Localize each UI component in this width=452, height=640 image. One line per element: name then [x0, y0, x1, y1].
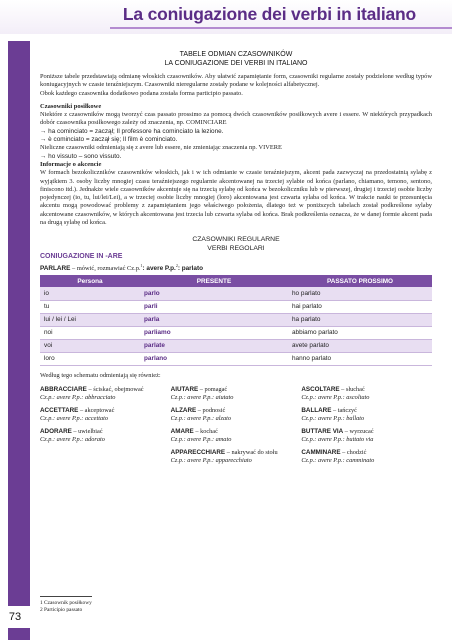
cell-passato: abbiamo parlato	[288, 326, 432, 339]
verb-columns	[40, 386, 432, 470]
cell-persona: tu	[40, 300, 140, 313]
cell-presente: parla	[140, 313, 288, 326]
verb-entry	[301, 386, 432, 402]
parlare-pp: : parlato	[177, 265, 204, 273]
parlare-meaning: – mówić, rozmawiać Cz.p.	[70, 265, 141, 273]
scheme-note: Według tego schematu odmieniają się również:	[40, 371, 161, 379]
parlare-aux: : avere P.p.	[142, 265, 176, 273]
footnotes	[40, 596, 140, 614]
verb-forms: Cz.p.: avere P.p.: buttato via	[301, 436, 374, 444]
table-row	[40, 339, 432, 352]
table-header-persona: Persona	[40, 275, 140, 287]
aux-paragraph: Niektóre z czasowników mogą tworzyć czas passato prossimo za pomocą dwóch czasowników posiłkowych avere i essere. W niektórych przypadkach dobór czasownika posiłkowego zależy od znaczenia, np. COMINCIARE	[40, 111, 432, 127]
verb-name: ACCETTARE	[40, 407, 79, 415]
footnote-2: 2 Participio passato	[40, 607, 83, 613]
table-header-passato: PASSATO PROSSIMO	[288, 275, 432, 287]
intro-paragraph-2: Obok każdego czasownika dodatkowo podana została forma participio passato.	[40, 89, 243, 97]
verb-meaning: – uwielbiać	[71, 428, 103, 436]
conjugation-table	[40, 275, 432, 366]
verb-meaning: – chodzić	[340, 449, 367, 457]
cell-persona: io	[40, 287, 140, 300]
parlare-line	[40, 263, 432, 272]
cell-passato: ho parlato	[288, 287, 432, 300]
verb-entry	[40, 386, 171, 402]
verb-forms: Cz.p.: avere P.p.: adorato	[40, 436, 105, 444]
verb-meaning: – podnosić	[196, 407, 226, 415]
verb-meaning: – akceptować	[78, 407, 115, 415]
table-header-presente: PRESENTE	[140, 275, 288, 287]
verb-name: BUTTARE VIA	[301, 428, 344, 436]
verb-entry	[301, 428, 432, 444]
table-row	[40, 326, 432, 339]
cell-persona: voi	[40, 339, 140, 352]
intro-paragraph-1: Poniższe tabele przedstawiają odmianę włoskich czasowników. Aby ułatwić zapamiętanie form, czasowniki regularne zostały podzielone według typów koniugacyjnych w czasie teraźniejszym. Czasowniki nieregularne zostały podane w kolejności alfabetycznej.	[40, 73, 432, 89]
verb-name: APPARECCHIARE	[170, 449, 226, 457]
cell-passato: hanno parlato	[288, 352, 432, 365]
cell-persona: loro	[40, 352, 140, 365]
verb-meaning: – tańczyć	[331, 407, 357, 415]
verb-meaning: – słuchać	[339, 386, 365, 394]
footnote-rule	[40, 596, 92, 597]
footnote-1: 1 Czasownik posiłkowy	[40, 600, 92, 606]
regular-title-italian: VERBI REGOLARI	[207, 244, 265, 252]
verb-name: AMARE	[170, 428, 194, 436]
aux-paragraph-2: Nieliczne czasowniki odmieniają się z avere lub essere, nie zmieniając znaczenia np. VIVERE	[40, 144, 282, 152]
cell-presente: parlate	[140, 339, 288, 352]
table-row	[40, 313, 432, 326]
left-purple-margin	[8, 41, 30, 640]
table-row	[40, 300, 432, 313]
verb-entry	[171, 407, 302, 423]
cell-presente: parliamo	[140, 326, 288, 339]
verb-name: ALZARE	[170, 407, 197, 415]
cell-presente: parli	[140, 300, 288, 313]
verb-name: CAMMINARE	[301, 449, 341, 457]
verb-entry	[301, 449, 432, 465]
footnote-ref-1: 1	[140, 263, 143, 269]
verb-meaning: – wyrzucać	[343, 428, 374, 436]
verb-forms: Cz.p.: avere P.p.: aiutato	[170, 394, 234, 402]
verb-name: ASCOLTARE	[301, 386, 340, 394]
aux-heading: Czasowniki posiłkowe	[40, 102, 102, 110]
verb-column-1	[40, 386, 171, 470]
verb-entry	[40, 428, 171, 444]
page-content	[40, 50, 432, 470]
verb-forms: Cz.p.: avere P.p.: apparecchiato	[170, 457, 252, 465]
verb-forms: Cz.p.: avere P.p.: alzato	[170, 415, 232, 423]
title-polish: TABELE ODMIAN CZASOWNIKÓW	[179, 51, 293, 58]
verb-forms: Cz.p.: avere P.p.: ballato	[301, 415, 365, 423]
accent-paragraph: W formach bezokoliczników czasowników włoskich, jak i w ich odmianie w czasie teraźniejszym, akcent pada zazwyczaj na przedostatnią sylabę z wyjątkiem 3. osoby liczby mnogiej czasu teraźniejszego regularnie akcentowanej na trzeciej sylabie od końca (parlano, chiamano, temono, sentono, finiscono itd.). Jednakże wiele czasowników akcentuje się na trzecią sylabę od końca w bezokoliczniku lub w pierwszej, drugiej i trzeciej osobie liczby pojedynczej (io, tu, lui/lei/Lei), a w trzeciej osobie liczby mnogiej (loro) akcentowana jest czwarta sylaba od końca. W trakcie nauki te przesunięcia akcentu mogą powodować problemy z zapamiętaniem jego właściwego położenia, dlatego też w poniższych tabelach został podkreślone sylaby akcentowane czasowników, w których akcentowana jest trzecia lub czwarta sylaba od końca. Brak podkreślenia oznacza, że w danej formie akcent pada na drugą sylabę od końca.	[40, 169, 432, 227]
accent-heading: Informacje o akcencie	[40, 160, 102, 168]
verb-entry	[171, 449, 302, 465]
cell-passato: avete parlato	[288, 339, 432, 352]
page-number: 73	[0, 606, 30, 628]
verb-entry	[171, 386, 302, 402]
verb-name: ADORARE	[40, 428, 72, 436]
cell-presente: parlano	[140, 352, 288, 365]
header-rule	[110, 27, 452, 29]
title-italian: LA CONIUGAZIONE DEI VERBI IN ITALIANO	[164, 60, 308, 67]
verb-entry	[301, 407, 432, 423]
parlare-verb: PARLARE	[40, 265, 71, 273]
aux-example-3: → ho vissuto – sono vissuto.	[40, 152, 122, 160]
verb-meaning: – nakrywać do stołu	[225, 449, 278, 457]
verb-meaning: – kochać	[193, 428, 218, 436]
verb-entry	[40, 407, 171, 423]
regular-title-polish: CZASOWNIKI REGULARNE	[192, 236, 280, 244]
verb-entry	[171, 428, 302, 444]
cell-persona: lui / lei / Lei	[40, 313, 140, 326]
cell-passato: hai parlato	[288, 300, 432, 313]
verb-name: BALLARE	[301, 407, 332, 415]
table-row	[40, 352, 432, 365]
verb-meaning: – pomagać	[198, 386, 228, 394]
footnote-ref-2: 2	[175, 263, 178, 269]
cell-persona: noi	[40, 326, 140, 339]
verb-forms: Cz.p.: avere P.p.: accettato	[40, 415, 109, 423]
conjugation-group-label: CONIUGAZIONE IN -ARE	[40, 253, 123, 261]
verb-meaning: – ściskać, obejmować	[86, 386, 144, 394]
verb-forms: Cz.p.: avere P.p.: amato	[170, 436, 232, 444]
cell-passato: ha parlato	[288, 313, 432, 326]
table-row	[40, 287, 432, 300]
verb-column-3	[301, 386, 432, 470]
verb-forms: Cz.p.: avere P.p.: camminato	[301, 457, 375, 465]
aux-example-2: → è cominciato = zaczął się; Il film è cominciato.	[40, 136, 178, 144]
page-header-title: La coniugazione dei verbi in italiano	[122, 4, 416, 24]
verb-forms: Cz.p.: avere P.p.: ascoltato	[301, 394, 370, 402]
verb-name: ABBRACCIARE	[40, 386, 87, 394]
cell-presente: parlo	[140, 287, 288, 300]
verb-column-2	[171, 386, 302, 470]
aux-example-1: → ha cominciato = zaczął; Il professore ha cominciato la lezione.	[40, 127, 224, 135]
verb-forms: Cz.p.: avere P.p.: abbracciato	[40, 394, 116, 402]
verb-name: AIUTARE	[170, 386, 199, 394]
